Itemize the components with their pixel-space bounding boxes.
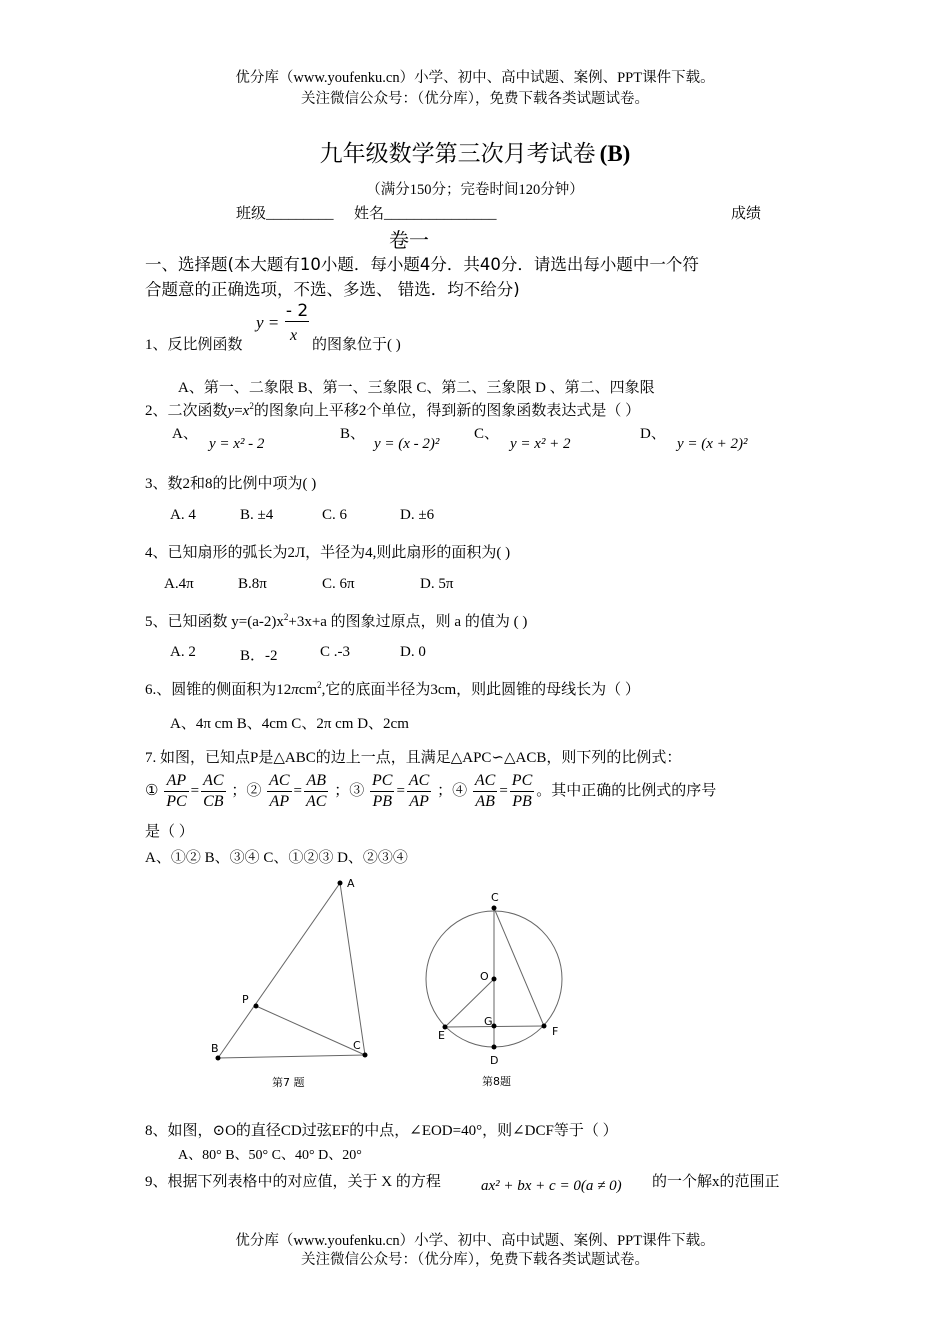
q3-stem: 3、数2和8的比例中项为( ) — [145, 476, 317, 492]
q2-stem — [145, 399, 640, 420]
q5-option-a: A. 2 — [170, 644, 196, 660]
fig7-edge-pc — [256, 1006, 365, 1055]
exam-subtitle: （满分150分；完卷时间120分钟） — [366, 182, 584, 198]
fig7-point-c — [363, 1053, 368, 1058]
q7-tail: 。其中正确的比例式的序号 — [536, 783, 717, 799]
exam-title-text: 九年级数学第三次月考试卷 — [319, 141, 596, 166]
q5-option-b: B．-2 — [240, 648, 278, 664]
q7-options: A、①② B、③④ C、①②③ D、②③④ — [145, 850, 408, 866]
q7-line3: 是（ ） — [145, 824, 194, 840]
q3-option-a: A. 4 — [170, 507, 196, 523]
q5-stem-b: +3x+a 的图象过原点，则 a 的值为 ( ) — [288, 614, 528, 630]
fig8-label-g: G — [484, 1015, 493, 1028]
q5-stem — [145, 610, 527, 631]
q7-fraction-1a: $\frac{AP}{PC}$ — [166, 772, 187, 811]
q2-b-formula: y = (x - 2)² — [374, 436, 440, 452]
fig7-label-p: P — [242, 993, 249, 1006]
q6-stem-a: 6.、圆锥的侧面积为12 — [145, 682, 292, 698]
fig7-point-p — [254, 1004, 259, 1009]
fig7-edge-ab — [218, 883, 340, 1058]
figure-8 — [420, 884, 580, 1094]
q4-option-d: D. 5π — [420, 576, 454, 592]
fig8-label-c: C — [491, 891, 499, 904]
footer-line-2: 关注微信公众号：（优分库），免费下载各类试题试卷。 — [301, 1252, 649, 1268]
section1-line1: 一、选择题(本大题有10小题．每小题4分．共40分．请选出每小题中一个符 — [145, 255, 699, 274]
q8-options: A、80° B、50° C、40° D、20° — [178, 1148, 362, 1163]
q2-c-formula: y = x² + 2 — [510, 436, 571, 452]
q6-stem-pi: π — [291, 682, 299, 698]
q1-suffix: 的图象位于( ) — [312, 337, 401, 353]
q2-b-label: B、 — [340, 426, 366, 442]
q7-fraction-4b: $\frac{PC}{PB}$ — [511, 772, 533, 811]
q2-a-formula: y = x² - 2 — [209, 436, 265, 452]
q1-formula-num: - 2 — [285, 301, 309, 321]
q4-option-c: C. 6π — [322, 576, 355, 592]
q1-formula-den: x — [290, 327, 298, 344]
q2-a-label: A、 — [172, 426, 198, 442]
score-field: 成绩 — [731, 206, 762, 222]
q5-option-d: D. 0 — [400, 644, 426, 660]
q6-stem-c: ,它的底面半径为3cm，则此圆锥的母线长为（ ） — [321, 682, 640, 698]
fig8-label-o: O — [480, 970, 489, 983]
fig8-point-o — [492, 977, 497, 982]
q2-d-label: D、 — [640, 426, 666, 442]
fig7-point-a — [338, 881, 343, 886]
exam-title — [0, 135, 950, 168]
q9-tail: 的一个解x的范围正 — [652, 1174, 780, 1190]
fig7-point-b — [216, 1056, 221, 1061]
fig8-label-d: D — [490, 1054, 499, 1067]
header-line-1: 优分库（www.youfenku.cn）小学、初中、高中试题、案例、PPT课件下载。 — [235, 70, 715, 86]
volume-title: 卷一 — [389, 230, 429, 252]
fig7-edge-ac — [340, 883, 365, 1055]
q7-circle-2: ；② — [231, 783, 262, 799]
q2-stem-b: 的图象向上平移2个单位，得到新的图象函数表达式是（ ） — [253, 403, 641, 419]
figure-7 — [200, 872, 390, 1094]
q7-stem: 7. 如图，已知点P是△ABC的边上一点，且满足△APC∽△ACB，则下列的比例式： — [145, 750, 682, 766]
q1-formula-lhs: y = — [256, 313, 280, 332]
q6-stem-pow: 2 — [317, 680, 322, 690]
q9-formula: ax² + bx + c = 0(a ≠ 0) — [481, 1178, 622, 1194]
q7-circle-3: ；③ — [334, 783, 365, 799]
fig7-caption: 第7 题 — [272, 1076, 305, 1089]
q3-option-d: D. ±6 — [400, 507, 435, 523]
q2-stem-pow: 2 — [249, 401, 254, 411]
fig8-point-d — [492, 1045, 497, 1050]
q7-fraction-3b: $\frac{AC}{AP}$ — [408, 772, 430, 811]
fig7-label-b: B — [211, 1042, 219, 1055]
fig8-point-f — [542, 1024, 547, 1029]
q7-ratios: ① $\frac{AP}{PC}$ = $\frac{AC}{CB}$ ；② $\frac{AC}{AP}$ = $\frac{AB}{AC}$ ；③ $\frac{PC}{PB}$ = $\frac{AC}{AP}$ ；④ $\frac{AC}{AB}$ = $\frac{PC}{PB}$ 。其中正确的比例式的序号 — [145, 772, 717, 811]
exam-title-suffix: (B) — [599, 141, 631, 166]
q2-stem-eq: = — [234, 403, 243, 419]
name-field: 姓名_______________ — [354, 206, 497, 222]
q2-d-formula: y = (x + 2)² — [677, 436, 748, 452]
q2-stem-a: 2、二次函数 — [145, 403, 228, 419]
q6-stem — [145, 678, 640, 699]
footer-line-1: 优分库（www.youfenku.cn）小学、初中、高中试题、案例、PPT课件下载。 — [235, 1233, 715, 1249]
section1-line2: 合题意的正确选项，不选、多选、 错选．均不给分) — [145, 280, 520, 299]
q7-circle-1: ① — [145, 783, 159, 799]
q7-fraction-2b: $\frac{AB}{AC}$ — [306, 772, 327, 811]
q5-stem-pow: 2 — [283, 612, 289, 622]
q1-options: A、第一、二象限 B、第一、三象限 C、第二、三象限 D 、第二、四象限 — [178, 380, 655, 396]
fig8-label-f: F — [552, 1025, 559, 1038]
q4-option-b: B.8π — [238, 576, 267, 592]
q3-option-c: C. 6 — [322, 507, 348, 523]
q8-stem: 8、如图，⊙O的直径CD过弦EF的中点，∠EOD=40°，则∠DCF等于（ ） — [145, 1123, 618, 1139]
q7-fraction-2a: $\frac{AC}{AP}$ — [269, 772, 290, 811]
q5-option-c: C .-3 — [320, 644, 350, 660]
q3-option-b: B. ±4 — [240, 507, 274, 523]
fig8-caption: 第8题 — [482, 1075, 511, 1088]
q6-options: A、4π cm B、4cm C、2π cm D、2cm — [170, 716, 409, 732]
q7-fraction-3a: $\frac{PC}{PB}$ — [371, 772, 393, 811]
fig8-point-c — [492, 906, 497, 911]
q2-c-label: C、 — [474, 426, 500, 442]
q5-stem-a: 5、已知函数 y=(a-2)x — [145, 614, 284, 630]
header-line-2: 关注微信公众号：（优分库），免费下载各类试题试卷。 — [301, 91, 649, 107]
q2-stem-y: y — [227, 403, 235, 419]
q6-stem-b: cm — [298, 682, 318, 698]
q2-stem-x: x — [242, 403, 250, 419]
q4-stem: 4、已知扇形的弧长为2Л，半径为4,则此扇形的面积为( ) — [145, 545, 511, 561]
q4-option-a: A.4π — [164, 576, 194, 592]
q1-prefix: 1、反比例函数 — [145, 337, 243, 353]
q7-fraction-1b: $\frac{AC}{CB}$ — [203, 772, 224, 811]
q7-circle-4: ；④ — [437, 783, 468, 799]
fig7-edge-bc — [218, 1055, 365, 1058]
q7-fraction-4a: $\frac{AC}{AB}$ — [474, 772, 496, 811]
fig8-label-e: E — [438, 1029, 445, 1042]
fig7-label-a: A — [347, 877, 355, 890]
fig7-label-c: C — [353, 1039, 361, 1052]
class-field: 班级_________ — [236, 206, 334, 222]
q9-stem: 9、根据下列表格中的对应值，关于 X 的方程 — [145, 1174, 441, 1190]
